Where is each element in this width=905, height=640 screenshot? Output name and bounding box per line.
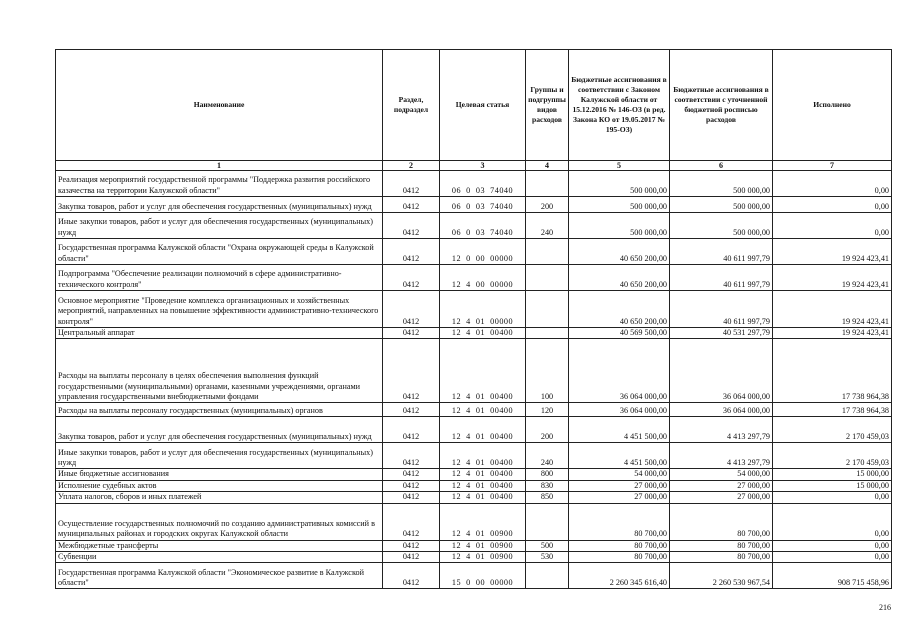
row-refined-amount: 40 611 997,79 <box>670 265 773 291</box>
row-refined-amount: 500 000,00 <box>670 171 773 197</box>
row-section: 0412 <box>383 403 440 417</box>
row-refined-amount: 80 700,00 <box>670 540 773 551</box>
column-number: 2 <box>383 161 440 171</box>
row-refined-amount: 500 000,00 <box>670 197 773 213</box>
row-group: 200 <box>526 197 569 213</box>
row-target: 12 4 01 00000 <box>440 291 526 328</box>
table-row <box>56 328 892 339</box>
row-section: 0412 <box>383 328 440 339</box>
row-refined-amount: 36 064 000,00 <box>670 339 773 403</box>
row-target: 12 4 01 00400 <box>440 492 526 503</box>
row-group: 100 <box>526 339 569 403</box>
row-group <box>526 291 569 328</box>
row-group: 240 <box>526 213 569 239</box>
row-target: 06 0 03 74040 <box>440 197 526 213</box>
row-group: 240 <box>526 443 569 469</box>
row-group <box>526 171 569 197</box>
row-executed-amount: 0,00 <box>773 492 892 503</box>
row-refined-amount: 500 000,00 <box>670 213 773 239</box>
row-target: 06 0 03 74040 <box>440 213 526 239</box>
row-section: 0412 <box>383 552 440 563</box>
row-refined-amount: 2 260 530 967,54 <box>670 563 773 589</box>
row-law-amount: 80 700,00 <box>569 503 670 540</box>
row-law-amount: 27 000,00 <box>569 492 670 503</box>
table-row <box>56 492 892 503</box>
row-executed-amount: 17 738 964,38 <box>773 403 892 417</box>
row-section: 0412 <box>383 417 440 443</box>
column-number: 5 <box>569 161 670 171</box>
header-law: Бюджетные ассигнования в соответствии с Законом Калужской области от 15.12.2016 № 146-ОЗ (в ред. Закона КО от 19.05.2017 № 195-ОЗ) <box>569 50 670 161</box>
table-row <box>56 239 892 265</box>
table-row <box>56 443 892 469</box>
row-name: Государственная программа Калужской области "Охрана окружающей среды в Калужской области" <box>56 239 383 265</box>
row-name: Межбюджетные трансферты <box>56 540 383 551</box>
row-section: 0412 <box>383 171 440 197</box>
row-section: 0412 <box>383 197 440 213</box>
row-law-amount: 500 000,00 <box>569 171 670 197</box>
header-row <box>56 50 892 161</box>
column-number: 1 <box>56 161 383 171</box>
row-executed-amount: 15 000,00 <box>773 469 892 480</box>
row-section: 0412 <box>383 563 440 589</box>
page-number: 216 <box>879 603 891 612</box>
row-name: Исполнение судебных актов <box>56 480 383 491</box>
row-target: 12 4 01 00400 <box>440 328 526 339</box>
row-name: Расходы на выплаты персоналу государственных (муниципальных) органов <box>56 403 383 417</box>
row-name: Закупка товаров, работ и услуг для обеспечения государственных (муниципальных) нужд <box>56 197 383 213</box>
budget-table-sheet <box>55 49 891 589</box>
row-target: 12 4 01 00400 <box>440 417 526 443</box>
table-row <box>56 417 892 443</box>
row-executed-amount: 19 924 423,41 <box>773 328 892 339</box>
column-number: 6 <box>670 161 773 171</box>
row-refined-amount: 80 700,00 <box>670 552 773 563</box>
budget-table <box>55 49 892 589</box>
row-group: 500 <box>526 540 569 551</box>
header-section: Раздел, подраздел <box>383 50 440 161</box>
row-name: Основное мероприятие "Проведение комплекса организационных и хозяйственных мероприятий, направленных на повышение эффективности административно-технического контроля" <box>56 291 383 328</box>
row-name: Иные закупки товаров, работ и услуг для обеспечения государственных (муниципальных) нужд <box>56 443 383 469</box>
row-group <box>526 503 569 540</box>
row-target: 12 4 01 00400 <box>440 403 526 417</box>
row-law-amount: 4 451 500,00 <box>569 443 670 469</box>
row-group <box>526 265 569 291</box>
row-section: 0412 <box>383 469 440 480</box>
row-law-amount: 80 700,00 <box>569 552 670 563</box>
table-row <box>56 540 892 551</box>
row-group <box>526 328 569 339</box>
row-group: 830 <box>526 480 569 491</box>
row-section: 0412 <box>383 480 440 491</box>
row-refined-amount: 40 611 997,79 <box>670 291 773 328</box>
row-refined-amount: 40 611 997,79 <box>670 239 773 265</box>
column-number-row <box>56 161 892 171</box>
table-row <box>56 197 892 213</box>
row-executed-amount: 908 715 458,96 <box>773 563 892 589</box>
row-group <box>526 563 569 589</box>
row-law-amount: 4 451 500,00 <box>569 417 670 443</box>
row-group: 530 <box>526 552 569 563</box>
row-refined-amount: 4 413 297,79 <box>670 417 773 443</box>
row-name: Субвенции <box>56 552 383 563</box>
table-row <box>56 213 892 239</box>
row-target: 12 4 01 00400 <box>440 443 526 469</box>
row-target: 12 4 01 00900 <box>440 503 526 540</box>
row-executed-amount: 0,00 <box>773 503 892 540</box>
table-row <box>56 403 892 417</box>
row-refined-amount: 4 413 297,79 <box>670 443 773 469</box>
table-row <box>56 480 892 491</box>
table-row <box>56 552 892 563</box>
row-executed-amount: 0,00 <box>773 213 892 239</box>
row-section: 0412 <box>383 443 440 469</box>
row-group: 120 <box>526 403 569 417</box>
row-section: 0412 <box>383 291 440 328</box>
row-name: Иные бюджетные ассигнования <box>56 469 383 480</box>
table-row <box>56 171 892 197</box>
row-executed-amount: 2 170 459,03 <box>773 443 892 469</box>
row-section: 0412 <box>383 503 440 540</box>
column-number: 3 <box>440 161 526 171</box>
row-law-amount: 80 700,00 <box>569 540 670 551</box>
row-law-amount: 54 000,00 <box>569 469 670 480</box>
table-row <box>56 339 892 403</box>
row-name: Реализация мероприятий государственной программы "Поддержка развития российского казачества на территории Калужской области" <box>56 171 383 197</box>
table-row <box>56 291 892 328</box>
row-name: Уплата налогов, сборов и иных платежей <box>56 492 383 503</box>
row-name: Государственная программа Калужской области "Экономическое развитие в Калужской области" <box>56 563 383 589</box>
row-target: 12 4 01 00900 <box>440 552 526 563</box>
row-law-amount: 36 064 000,00 <box>569 403 670 417</box>
row-executed-amount: 19 924 423,41 <box>773 265 892 291</box>
header-executed: Исполнено <box>773 50 892 161</box>
row-section: 0412 <box>383 239 440 265</box>
column-number: 7 <box>773 161 892 171</box>
row-group: 200 <box>526 417 569 443</box>
row-refined-amount: 27 000,00 <box>670 492 773 503</box>
row-law-amount: 500 000,00 <box>569 197 670 213</box>
header-group: Группы и подгруппы видов расходов <box>526 50 569 161</box>
row-section: 0412 <box>383 265 440 291</box>
row-target: 12 4 01 00900 <box>440 540 526 551</box>
row-law-amount: 40 569 500,00 <box>569 328 670 339</box>
row-executed-amount: 0,00 <box>773 540 892 551</box>
row-target: 12 4 01 00400 <box>440 339 526 403</box>
header-refined: Бюджетные ассигнования в соответствии с уточненной бюджетной росписью расходов <box>670 50 773 161</box>
row-executed-amount: 15 000,00 <box>773 480 892 491</box>
row-refined-amount: 80 700,00 <box>670 503 773 540</box>
row-target: 12 0 00 00000 <box>440 239 526 265</box>
row-executed-amount: 0,00 <box>773 171 892 197</box>
row-section: 0412 <box>383 339 440 403</box>
row-section: 0412 <box>383 492 440 503</box>
header-target: Целевая статья <box>440 50 526 161</box>
row-law-amount: 27 000,00 <box>569 480 670 491</box>
row-law-amount: 40 650 200,00 <box>569 265 670 291</box>
column-number: 4 <box>526 161 569 171</box>
table-row <box>56 503 892 540</box>
table-row <box>56 469 892 480</box>
table-row <box>56 563 892 589</box>
row-name: Центральный аппарат <box>56 328 383 339</box>
row-law-amount: 40 650 200,00 <box>569 239 670 265</box>
row-target: 15 0 00 00000 <box>440 563 526 589</box>
row-target: 06 0 03 74040 <box>440 171 526 197</box>
row-law-amount: 500 000,00 <box>569 213 670 239</box>
row-executed-amount: 0,00 <box>773 197 892 213</box>
row-executed-amount: 17 738 964,38 <box>773 339 892 403</box>
row-executed-amount: 2 170 459,03 <box>773 417 892 443</box>
row-target: 12 4 00 00000 <box>440 265 526 291</box>
row-target: 12 4 01 00400 <box>440 480 526 491</box>
row-law-amount: 40 650 200,00 <box>569 291 670 328</box>
row-refined-amount: 54 000,00 <box>670 469 773 480</box>
row-executed-amount: 0,00 <box>773 552 892 563</box>
row-group <box>526 239 569 265</box>
row-law-amount: 36 064 000,00 <box>569 339 670 403</box>
row-name: Осуществление государственных полномочий по созданию административных комиссий в муниципальных районах и городских округах Калужской области <box>56 503 383 540</box>
row-group: 850 <box>526 492 569 503</box>
row-executed-amount: 19 924 423,41 <box>773 291 892 328</box>
row-refined-amount: 40 531 297,79 <box>670 328 773 339</box>
row-refined-amount: 27 000,00 <box>670 480 773 491</box>
row-name: Иные закупки товаров, работ и услуг для обеспечения государственных (муниципальных) нужд <box>56 213 383 239</box>
row-name: Подпрограмма "Обеспечение реализации полномочий в сфере административно-технического контроля" <box>56 265 383 291</box>
row-name: Закупка товаров, работ и услуг для обеспечения государственных (муниципальных) нужд <box>56 417 383 443</box>
row-section: 0412 <box>383 540 440 551</box>
table-row <box>56 265 892 291</box>
header-name: Наименование <box>56 50 383 161</box>
row-law-amount: 2 260 345 616,40 <box>569 563 670 589</box>
row-group: 800 <box>526 469 569 480</box>
row-refined-amount: 36 064 000,00 <box>670 403 773 417</box>
row-name: Расходы на выплаты персоналу в целях обеспечения выполнения функций государственными (муниципальными) органами, казенными учреждениями, органами управления государственными внебюджетными фондами <box>56 339 383 403</box>
row-target: 12 4 01 00400 <box>440 469 526 480</box>
row-section: 0412 <box>383 213 440 239</box>
row-executed-amount: 19 924 423,41 <box>773 239 892 265</box>
